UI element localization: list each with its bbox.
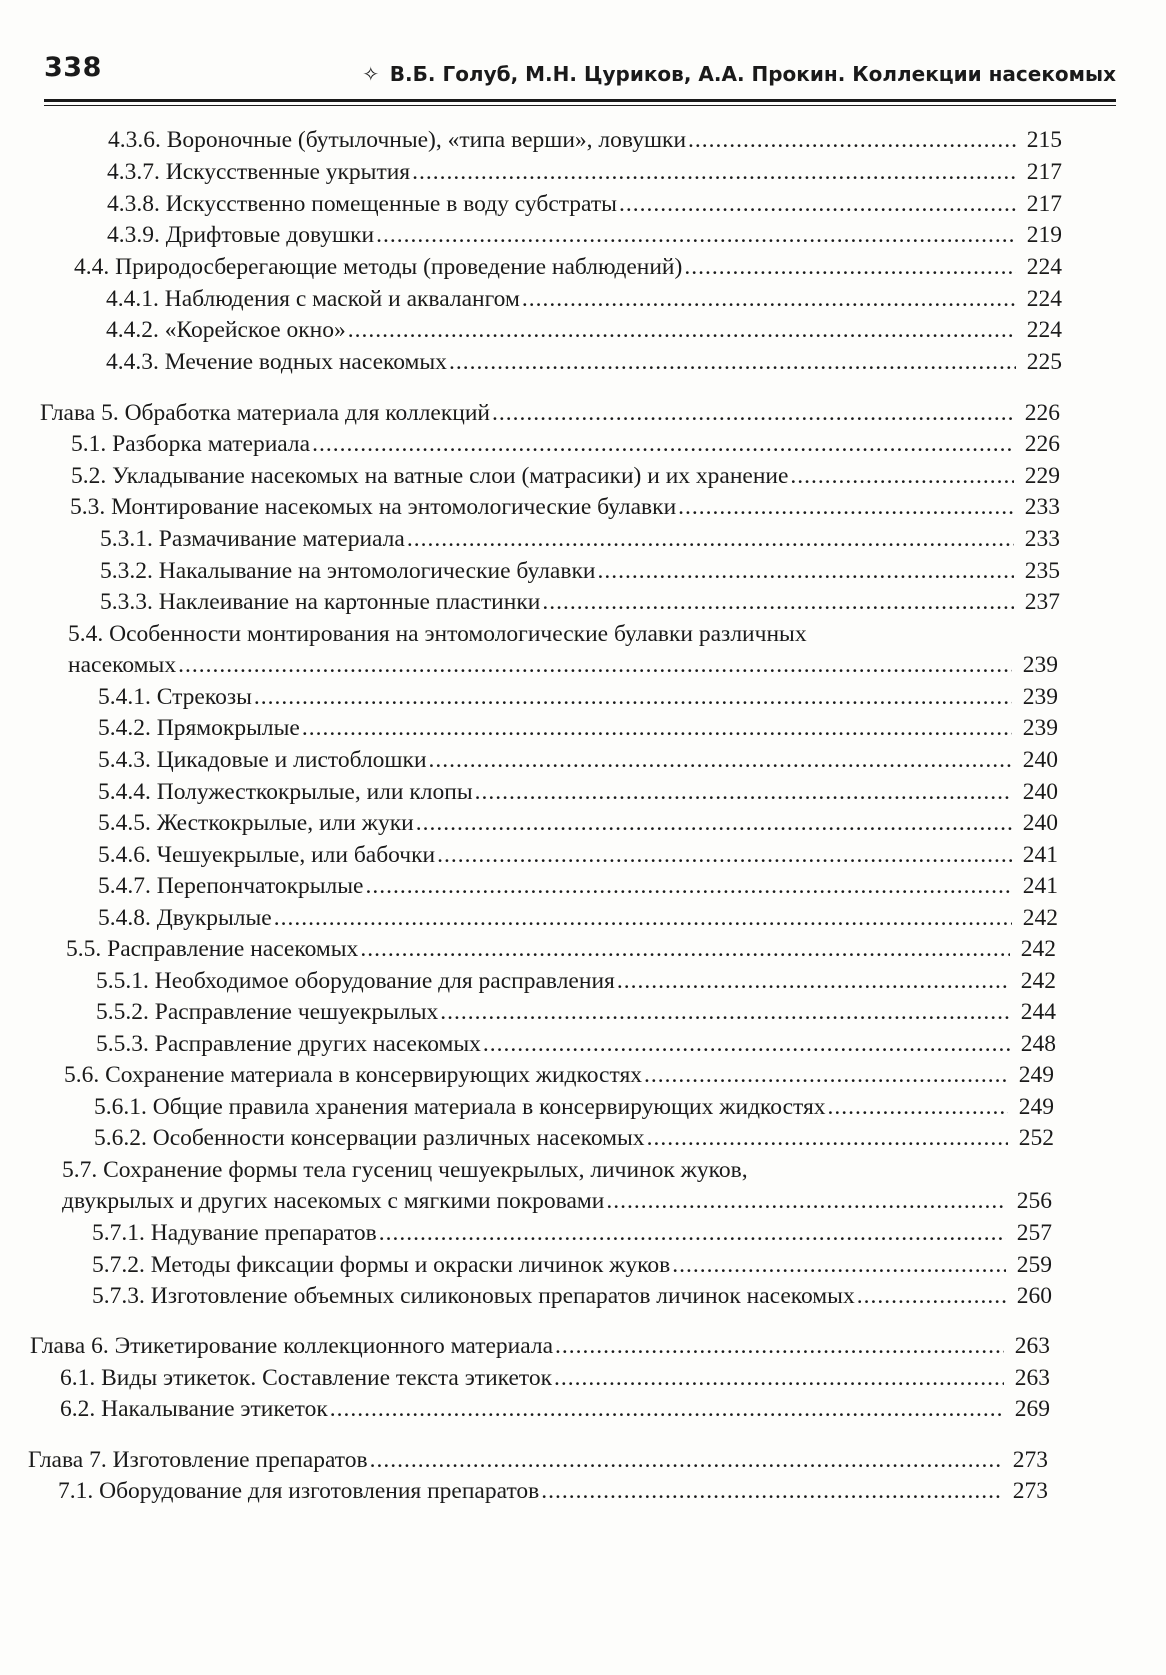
dot-leader	[828, 1092, 1008, 1122]
dot-leader	[790, 461, 1014, 491]
dot-leader	[440, 997, 1010, 1027]
toc-entry-page: 240	[1022, 747, 1058, 773]
dot-leader	[412, 157, 1016, 187]
toc-entry-title: 4.4. Природосберегающие методы (проведение наблюдений)	[74, 254, 683, 280]
toc-entry-page: 256	[1016, 1188, 1052, 1214]
toc-entry	[107, 157, 1062, 187]
dot-leader	[366, 871, 1013, 901]
toc-entry	[100, 587, 1060, 617]
toc-entry	[107, 189, 1062, 219]
dot-leader	[619, 189, 1016, 219]
toc-entry	[62, 1186, 1052, 1216]
toc-entry-title: 5.5.1. Необходимое оборудование для расправления	[96, 968, 615, 994]
toc-entry	[100, 524, 1060, 554]
toc-entry	[60, 1363, 1050, 1393]
dot-leader	[360, 934, 1010, 964]
toc-entry-page: 259	[1016, 1252, 1052, 1278]
dot-leader	[672, 1250, 1006, 1280]
toc-entry-page: 239	[1022, 652, 1058, 678]
page-header	[44, 52, 1116, 96]
toc-entry	[71, 429, 1060, 459]
toc-entry-title: 6.1. Виды этикеток. Составление текста этикеток	[60, 1365, 553, 1391]
dot-leader	[678, 492, 1014, 522]
dot-leader	[541, 1476, 1002, 1506]
dot-leader	[376, 220, 1016, 250]
dot-leader	[370, 1445, 1002, 1475]
toc-entry	[30, 1331, 1050, 1361]
dot-leader	[475, 777, 1012, 807]
toc-entry	[98, 745, 1058, 775]
toc-entry-title: 5.3.2. Накалывание на энтомологические булавки	[100, 558, 596, 584]
toc-entry-title: 4.3.6. Вороночные (бутылочные), «типа верши», ловушки	[108, 127, 687, 153]
toc-entry-title: 5.4.3. Цикадовые и листоблошки	[98, 747, 427, 773]
toc-entry	[58, 1476, 1048, 1506]
toc-entry-page: 257	[1016, 1220, 1052, 1246]
dot-leader	[178, 650, 1012, 680]
toc-entry-page: 263	[1014, 1365, 1050, 1391]
dot-leader	[688, 125, 1016, 155]
toc-entry-title: Глава 7. Изготовление препаратов	[28, 1447, 368, 1473]
toc-entry-page: 249	[1018, 1094, 1054, 1120]
toc-entry	[68, 650, 1058, 680]
toc-entry	[100, 556, 1060, 586]
toc-entry-page: 252	[1018, 1125, 1054, 1151]
toc-entry-page: 217	[1026, 159, 1062, 185]
diamond-star-icon: ✧	[362, 62, 380, 86]
dot-leader	[429, 745, 1012, 775]
toc-entry-title: 5.4.1. Стрекозы	[98, 684, 252, 710]
toc-entry	[98, 840, 1058, 870]
toc-entry-title: 4.3.9. Дрифтовые довушки	[107, 222, 375, 248]
toc-entry	[98, 682, 1058, 712]
toc-entry-page: 241	[1022, 873, 1058, 899]
toc-entry-continued: 5.7. Сохранение формы тела гусениц чешуекрылых, личинок жуков,	[62, 1157, 748, 1183]
toc-entry	[94, 1092, 1054, 1122]
toc-entry-title: 5.4.7. Перепончатокрылые	[98, 873, 364, 899]
dot-leader	[554, 1363, 1004, 1393]
toc-entry	[28, 1445, 1048, 1475]
dot-leader	[407, 524, 1014, 554]
toc-entry-page: 237	[1024, 589, 1060, 615]
toc-entry-page: 235	[1024, 558, 1060, 584]
running-head-text: В.Б. Голуб, М.Н. Цуриков, А.А. Прокин. Коллекции насекомых	[389, 62, 1116, 86]
dot-leader	[606, 1186, 1006, 1216]
dot-leader	[416, 808, 1012, 838]
dot-leader	[522, 284, 1016, 314]
toc-entry-title: 5.1. Разборка материала	[71, 431, 311, 457]
toc-entry-title: 4.4.3. Мечение водных насекомых	[106, 349, 447, 375]
dot-leader	[254, 682, 1012, 712]
toc-entry-title: 5.5.3. Расправление других насекомых	[96, 1031, 481, 1057]
toc-entry-page: 248	[1020, 1031, 1056, 1057]
page-number: 338	[44, 52, 102, 83]
toc-entry	[106, 284, 1062, 314]
toc-entry-title: 4.3.7. Искусственные укрытия	[107, 159, 411, 185]
toc-entry-page: 224	[1026, 254, 1062, 280]
toc-entry-title: насекомых	[68, 652, 177, 678]
toc-entry	[66, 934, 1056, 964]
toc-entry-page: 244	[1020, 999, 1056, 1025]
toc-entry	[96, 1029, 1056, 1059]
toc-entry	[106, 347, 1062, 377]
toc-entry-title: 5.7.1. Надувание препаратов	[92, 1220, 377, 1246]
toc-entry-page: 263	[1014, 1333, 1050, 1359]
dot-leader	[644, 1060, 1008, 1090]
toc-entry-page: 249	[1018, 1062, 1054, 1088]
toc-entry-title: 5.3. Монтирование насекомых на энтомологические булавки	[70, 494, 677, 520]
toc-entry-title: 5.4.6. Чешуекрылые, или бабочки	[98, 842, 436, 868]
toc-entry-title: двукрылых и других насекомых с мягкими покровами	[62, 1188, 605, 1214]
toc-entry	[98, 903, 1058, 933]
toc-entry-page: 240	[1022, 810, 1058, 836]
toc-entry-page: 241	[1022, 842, 1058, 868]
toc-entry	[106, 315, 1062, 345]
toc-entry-page: 224	[1026, 286, 1062, 312]
toc-entry-page: 226	[1024, 400, 1060, 426]
toc-entry-title: 5.4.4. Полужесткокрылые, или клопы	[98, 779, 473, 805]
dot-leader	[684, 252, 1016, 282]
toc-entry	[107, 220, 1062, 250]
toc-entry-page: 215	[1026, 127, 1062, 153]
toc-entry	[92, 1250, 1052, 1280]
toc-entry-page: 273	[1012, 1447, 1048, 1473]
toc-entry	[98, 777, 1058, 807]
toc-entry	[70, 492, 1060, 522]
toc-entry-page: 242	[1020, 936, 1056, 962]
toc-entry-page: 239	[1022, 715, 1058, 741]
header-rule	[44, 99, 1116, 102]
dot-leader	[449, 347, 1016, 377]
toc-entry	[98, 808, 1058, 838]
dot-leader	[857, 1281, 1006, 1311]
toc-entry	[92, 1281, 1052, 1311]
toc-entry-page: 219	[1026, 222, 1062, 248]
toc-entry-title: 5.7.3. Изготовление объемных силиконовых препаратов личинок насекомых	[92, 1283, 855, 1309]
dot-leader	[542, 587, 1014, 617]
toc-entry-page: 269	[1014, 1396, 1050, 1422]
header-rule-thin	[44, 105, 1116, 106]
toc-entry-page: 226	[1024, 431, 1060, 457]
toc-entry-title: 5.6.1. Общие правила хранения материала в консервирующих жидкостях	[94, 1094, 826, 1120]
toc-entry	[98, 871, 1058, 901]
toc-entry-title: 4.4.1. Наблюдения с маской и аквалангом	[106, 286, 520, 312]
toc-entry-title: 5.2. Укладывание насекомых на ватные слои (матрасики) и их хранение	[71, 463, 789, 489]
dot-leader	[274, 903, 1012, 933]
toc-entry-title: 5.6.2. Особенности консервации различных насекомых	[94, 1125, 645, 1151]
dot-leader	[312, 429, 1014, 459]
toc-entry-title: Глава 6. Этикетирование коллекционного материала	[30, 1333, 554, 1359]
toc-entry-page: 217	[1026, 191, 1062, 217]
toc-entry-page: 273	[1012, 1478, 1048, 1504]
toc-entry-title: 4.3.8. Искусственно помещенные в воду субстраты	[107, 191, 617, 217]
toc-entry-title: Глава 5. Обработка материала для коллекций	[40, 400, 490, 426]
toc-entry	[64, 1060, 1054, 1090]
toc-entry-title: 7.1. Оборудование для изготовления препаратов	[58, 1478, 540, 1504]
toc-entry-page: 233	[1024, 494, 1060, 520]
toc-entry	[60, 1394, 1050, 1424]
toc-entry-page: 229	[1024, 463, 1060, 489]
toc-entry-continued: 5.4. Особенности монтирования на энтомологические булавки различных	[68, 621, 807, 647]
dot-leader	[348, 315, 1016, 345]
toc-entry-page: 242	[1022, 905, 1058, 931]
toc-entry	[96, 966, 1056, 996]
toc-entry-title: 5.5. Расправление насекомых	[66, 936, 359, 962]
toc-entry-title: 4.4.2. «Корейское окно»	[106, 317, 346, 343]
toc-entry-page: 260	[1016, 1283, 1052, 1309]
toc-entry-title: 5.6. Сохранение материала в консервирующих жидкостях	[64, 1062, 642, 1088]
toc-entry	[71, 461, 1060, 491]
dot-leader	[617, 966, 1010, 996]
toc-entry	[92, 1218, 1052, 1248]
toc-entry-page: 224	[1026, 317, 1062, 343]
toc-entry-title: 6.2. Накалывание этикеток	[60, 1396, 328, 1422]
dot-leader	[483, 1029, 1010, 1059]
toc-entry-page: 225	[1026, 349, 1062, 375]
toc-entry-title: 5.4.5. Жесткокрылые, или жуки	[98, 810, 414, 836]
toc-entry-title: 5.3.3. Наклеивание на картонные пластинки	[100, 589, 541, 615]
toc-entry	[94, 1123, 1054, 1153]
toc-entry-title: 5.5.2. Расправление чешуекрылых	[96, 999, 439, 1025]
dot-leader	[330, 1394, 1004, 1424]
dot-leader	[555, 1331, 1004, 1361]
toc-entry	[98, 713, 1058, 743]
toc-entry-title: 5.4.8. Двукрылые	[98, 905, 272, 931]
toc-entry	[74, 252, 1062, 282]
toc-entry-page: 233	[1024, 526, 1060, 552]
dot-leader	[597, 556, 1014, 586]
toc-entry-page: 242	[1020, 968, 1056, 994]
dot-leader	[647, 1123, 1008, 1153]
toc-entry	[96, 997, 1056, 1027]
dot-leader	[492, 398, 1014, 428]
toc-entry-title: 5.3.1. Размачивание материала	[100, 526, 405, 552]
dot-leader	[302, 713, 1012, 743]
toc-entry-page: 239	[1022, 684, 1058, 710]
toc-entry-title: 5.4.2. Прямокрылые	[98, 715, 300, 741]
toc-entry	[40, 398, 1060, 428]
toc-entry	[108, 125, 1062, 155]
toc-entry-title: 5.7.2. Методы фиксации формы и окраски личинок жуков	[92, 1252, 671, 1278]
dot-leader	[379, 1218, 1006, 1248]
running-head	[360, 62, 1116, 86]
dot-leader	[437, 840, 1012, 870]
toc-entry-page: 240	[1022, 779, 1058, 805]
